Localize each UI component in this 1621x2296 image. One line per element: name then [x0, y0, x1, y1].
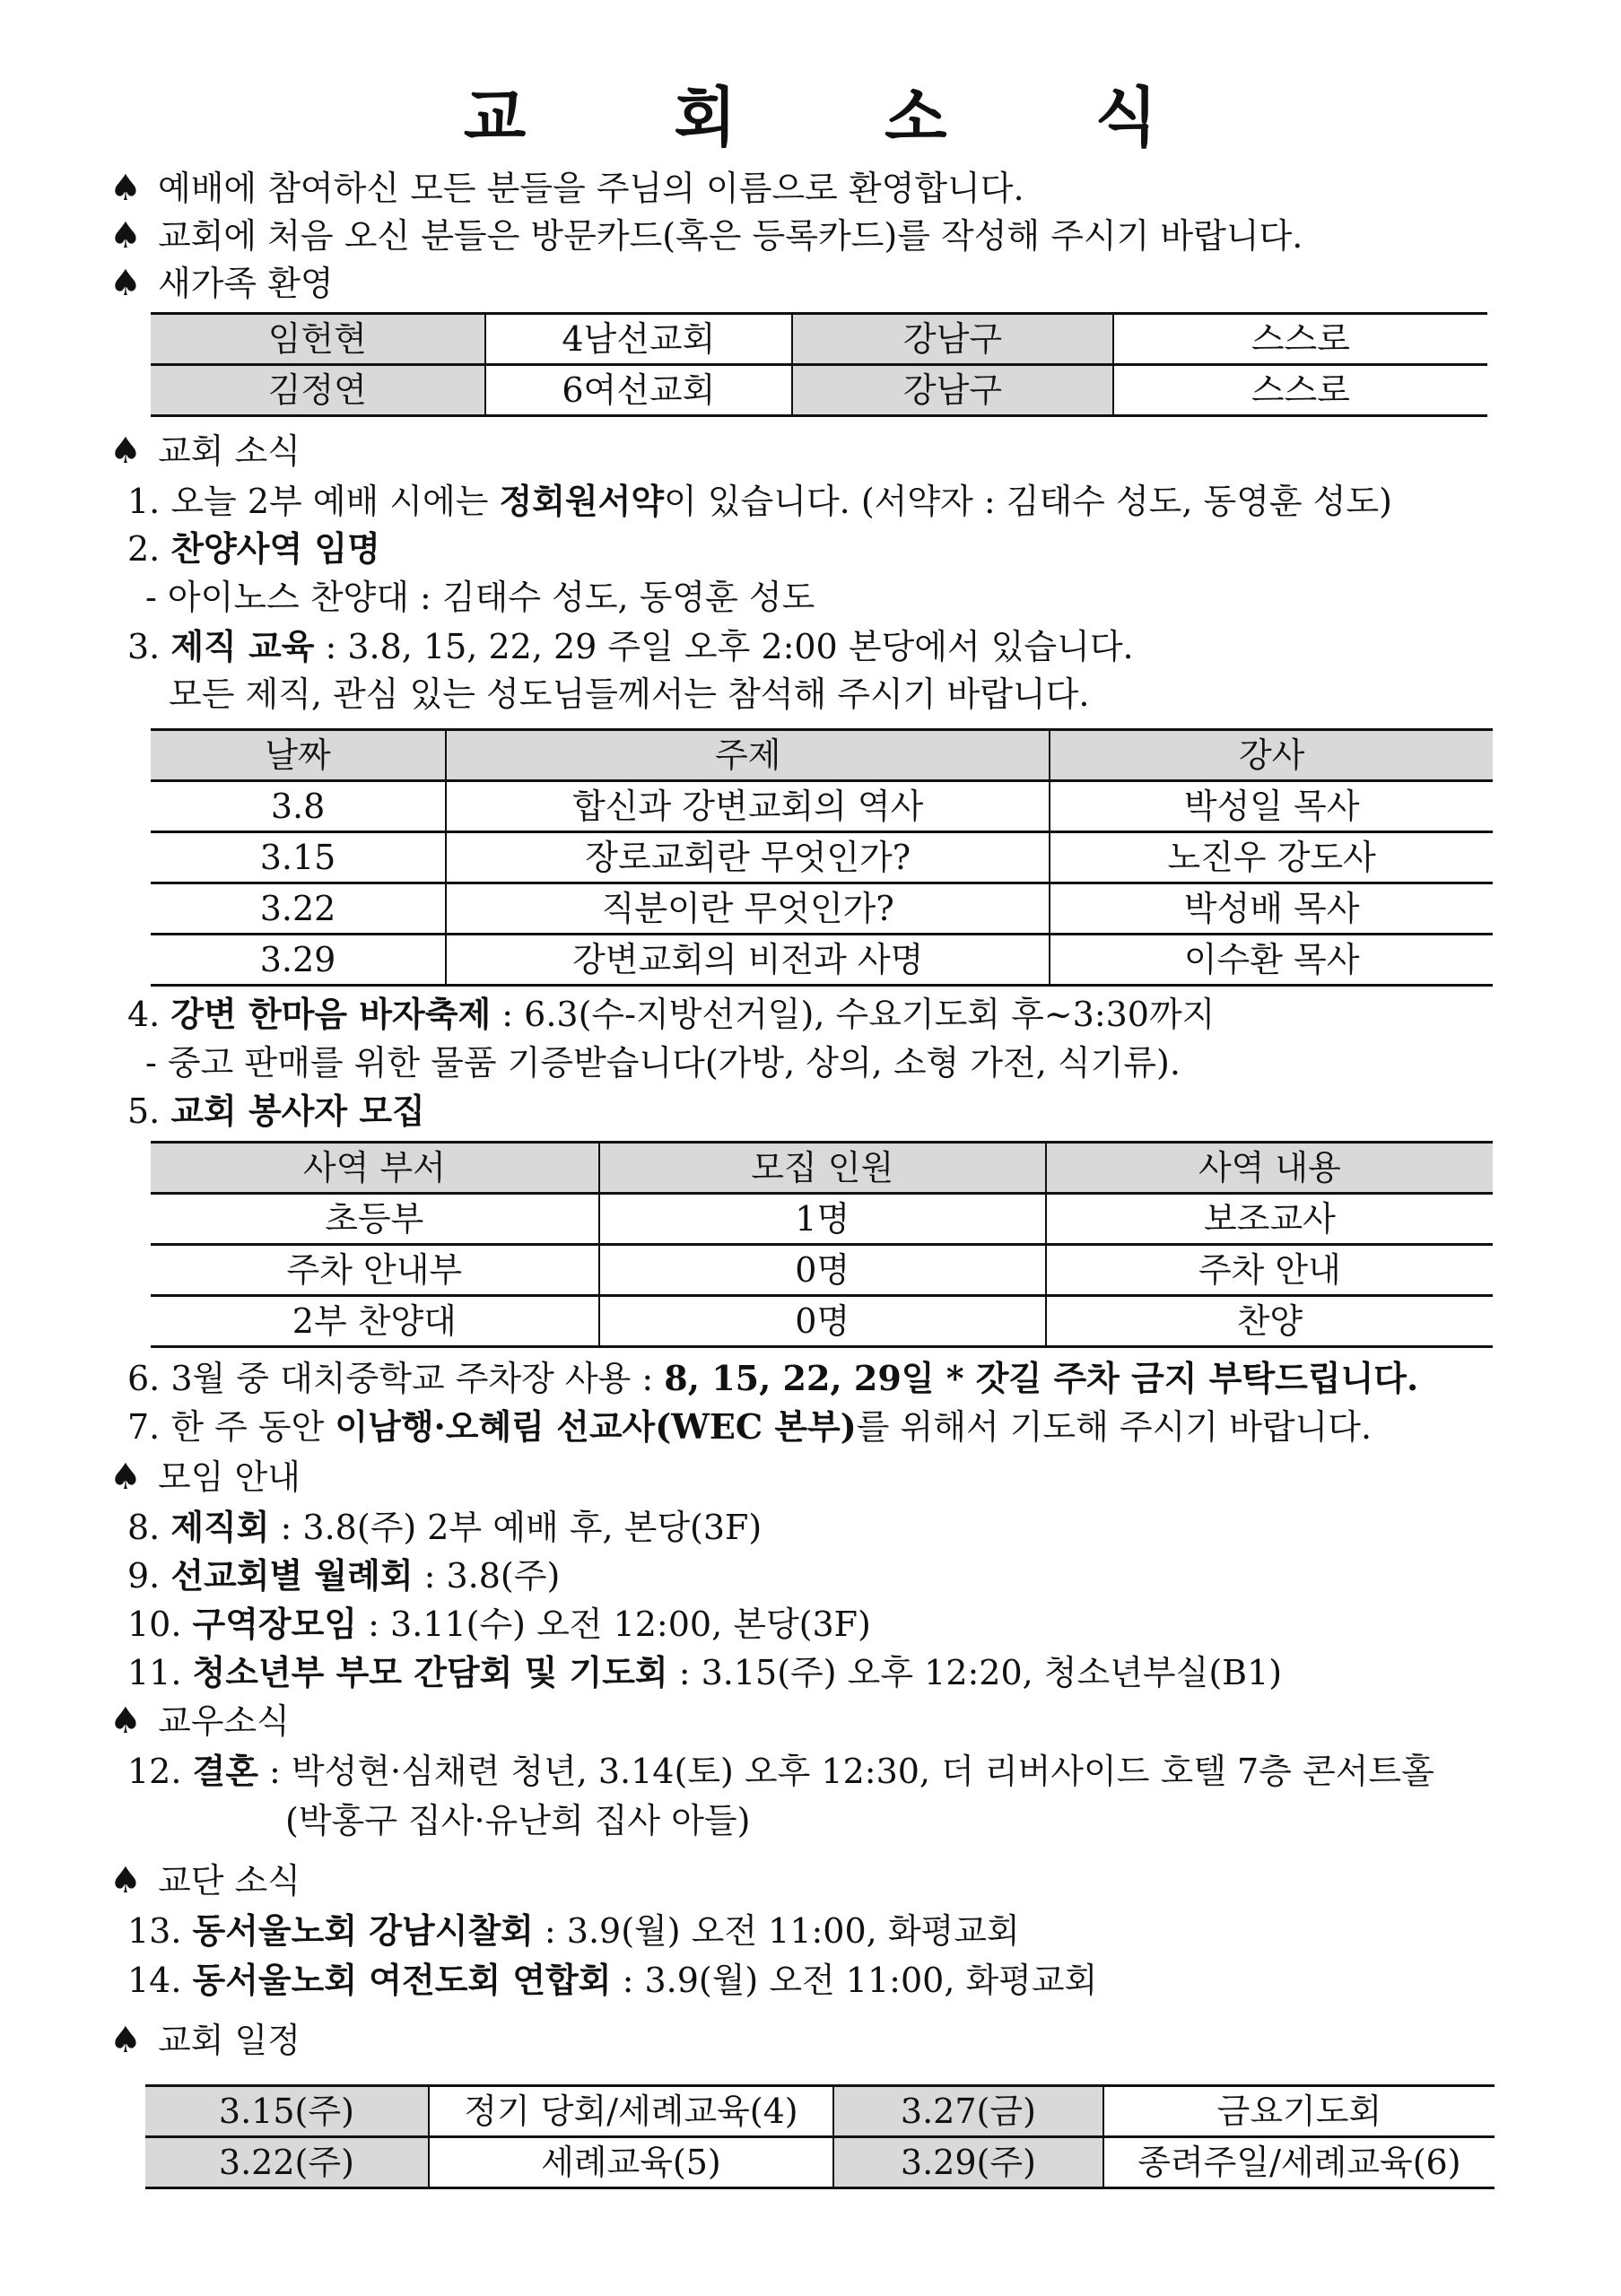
news-item-1: 1. 오늘 2부 예배 시에는 정회원서약이 있습니다. (서약자 : 김태수 성도, 동영훈 성도): [127, 481, 1392, 521]
spade-icon: ♠: [109, 263, 142, 304]
section-meetings: ♠ 모임 안내: [109, 1457, 301, 1498]
table-row: 주차 안내부 0명 주차 안내: [151, 1245, 1493, 1296]
news-item-4-sub: - 중고 판매를 위한 물품 기증받습니다(가방, 상의, 소형 가전, 식기류).: [145, 1043, 1181, 1083]
spade-icon: ♠: [109, 168, 142, 209]
spade-icon: ♠: [109, 1860, 142, 1901]
news-item-2: 2. 찬양사역 임명: [127, 528, 380, 569]
denomination-item-13: 13. 동서울노회 강남시찰회 : 3.9(월) 오전 11:00, 화평교회: [127, 1910, 1020, 1951]
denomination-item-14: 14. 동서울노회 여전도회 연합회 : 3.9(월) 오전 11:00, 화평교회: [127, 1960, 1098, 2000]
section-church-news: ♠ 교회 소식: [109, 430, 301, 472]
section-schedule: ♠ 교회 일정: [109, 2020, 301, 2061]
meeting-item-8: 8. 제직회 : 3.8(주) 2부 예배 후, 본당(3F): [127, 1507, 763, 1547]
meeting-item-10: 10. 구역장모임 : 3.11(수) 오전 12:00, 본당(3F): [127, 1604, 871, 1644]
section-member-news: ♠ 교우소식: [109, 1700, 290, 1742]
table-row: 3.22 직분이란 무엇인가? 박성배 목사: [151, 883, 1493, 935]
table-row: 3.29 강변교회의 비전과 사명 이수환 목사: [151, 935, 1493, 986]
news-item-3: 3. 제직 교육 : 3.8, 15, 22, 29 주일 오후 2:00 본당에서 있습니다.: [127, 626, 1134, 666]
table-row: 3.15 장로교회란 무엇인가? 노진우 강도사: [151, 832, 1493, 883]
meeting-item-9: 9. 선교회별 월례회 : 3.8(주): [127, 1555, 561, 1596]
new-family-table: [151, 312, 1487, 417]
page-title: 교 회 소 식: [463, 80, 1221, 155]
education-table: [151, 728, 1493, 987]
spade-icon: ♠: [109, 1457, 142, 1498]
section-denomination: ♠ 교단 소식: [109, 1860, 301, 1901]
table-row: 초등부 1명 보조교사: [151, 1194, 1493, 1245]
spade-icon: ♠: [109, 1700, 142, 1742]
intro-line-1: ♠ 예배에 참여하신 모든 분들을 주님의 이름으로 환영합니다.: [109, 168, 1024, 209]
table-row: 3.22(주) 세례교육(5) 3.29(주) 종려주일/세례교육(6): [145, 2137, 1495, 2188]
spade-icon: ♠: [109, 215, 142, 257]
meeting-item-11: 11. 청소년부 부모 간담회 및 기도회 : 3.15(주) 오후 12:20, 청소년부실(B1): [127, 1652, 1283, 1692]
section-new-family: ♠ 새가족 환영: [109, 263, 334, 304]
news-item-7: 7. 한 주 동안 이남행·오혜림 선교사(WEC 본부)를 위해서 기도해 주시기 바랍니다.: [127, 1406, 1373, 1447]
news-item-3-sub: 모든 제직, 관심 있는 성도님들께서는 참석해 주시기 바랍니다.: [169, 674, 1090, 714]
schedule-table: [145, 2084, 1495, 2189]
table-header-row: 날짜 주제 강사: [151, 730, 1493, 781]
news-item-5: 5. 교회 봉사자 모집: [127, 1091, 425, 1131]
table-row: 3.8 합신과 강변교회의 역사 박성일 목사: [151, 781, 1493, 832]
member-item-12-sub: (박홍구 집사·유난희 집사 아들): [285, 1801, 751, 1840]
table-row: 김정연 6여선교회 강남구 스스로: [151, 365, 1487, 416]
news-item-2-sub: - 아이노스 찬양대 : 김태수 성도, 동영훈 성도: [145, 578, 815, 617]
spade-icon: ♠: [109, 2020, 142, 2061]
table-row: 2부 찬양대 0명 찬양: [151, 1296, 1493, 1347]
member-item-12: 12. 결혼 : 박성현·심채련 청년, 3.14(토) 오후 12:30, 더 리버사이드 호텔 7층 콘서트홀: [127, 1751, 1434, 1791]
table-row: 임헌현 4남선교회 강남구 스스로: [151, 314, 1487, 365]
volunteer-table: [151, 1141, 1493, 1348]
news-item-4: 4. 강변 한마음 바자축제 : 6.3(수-지방선거일), 수요기도회 후~3:30까지: [127, 994, 1216, 1034]
spade-icon: ♠: [109, 430, 142, 472]
table-header-row: 사역 부서 모집 인원 사역 내용: [151, 1143, 1493, 1194]
intro-line-2: ♠ 교회에 처음 오신 분들은 방문카드(혹은 등록카드)를 작성해 주시기 바랍니다.: [109, 215, 1303, 257]
table-row: 3.15(주) 정기 당회/세례교육(4) 3.27(금) 금요기도회: [145, 2086, 1495, 2137]
news-item-6: 6. 3월 중 대치중학교 주차장 사용 : 8, 15, 22, 29일 * 갓길 주차 금지 부탁드립니다.: [127, 1358, 1419, 1398]
